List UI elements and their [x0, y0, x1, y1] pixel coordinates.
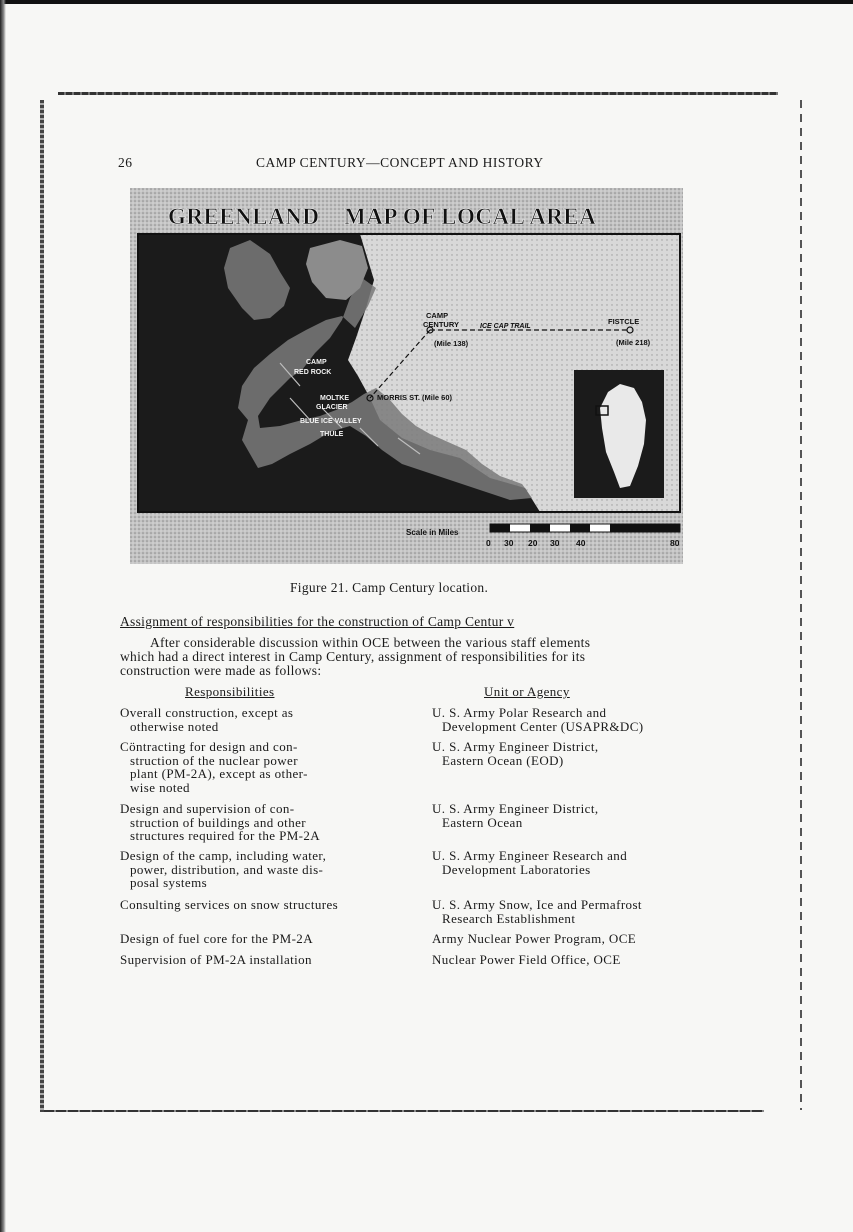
scan-edge-top — [0, 0, 853, 4]
unit-cell — [432, 953, 712, 967]
cell-line: Nuclear Power Field Office, OCE — [432, 952, 621, 967]
unit-cell — [432, 932, 712, 946]
intro-line: which had a direct interest in Camp Century, assignment of responsibilities for its — [120, 649, 586, 664]
cell-line: structures required for the PM-2A — [130, 828, 321, 843]
cell-line: otherwise noted — [130, 718, 219, 734]
scale-bar-segment — [570, 524, 590, 532]
cell-line: struction of the nuclear power — [130, 752, 298, 768]
assignment-section — [120, 614, 690, 678]
scale-label: Scale in Miles — [406, 528, 459, 537]
responsibility-cell — [120, 802, 410, 843]
cell-line: Design of the camp, including water, — [120, 848, 327, 863]
label-century: CENTURY — [423, 320, 459, 329]
label-ice-cap-trail: ICE CAP TRAIL — [480, 323, 531, 330]
responsibility-cell — [120, 706, 410, 733]
column-header-responsibilities: Responsibilities — [185, 684, 275, 699]
page-left-margin — [40, 100, 44, 1112]
map-graphic — [130, 188, 683, 564]
running-title: CAMP CENTURY—CONCEPT AND HISTORY — [256, 155, 544, 170]
cell-line: U. S. Army Engineer District, — [432, 739, 599, 754]
label-fistclench: FISTCLE — [608, 317, 640, 326]
column-header-unit: Unit or Agency — [484, 684, 570, 699]
label-moltke: MOLTKE — [320, 395, 350, 402]
responsibility-cell — [120, 898, 410, 912]
page-rule-top — [58, 92, 778, 95]
map-title-right: MAP OF LOCAL AREA — [344, 204, 597, 229]
cell-line: U. S. Army Snow, Ice and Permafrost — [432, 897, 642, 912]
scale-number: 80 — [670, 538, 680, 548]
label-blue-ice-valley: BLUE ICE VALLEY — [300, 418, 362, 425]
scale-number: 30 — [504, 538, 514, 548]
cell-line: Eastern Ocean — [442, 814, 523, 830]
label-mile-218: (Mile 218) — [616, 338, 651, 347]
responsibility-cell — [120, 932, 410, 946]
cell-line: struction of buildings and other — [130, 814, 306, 830]
section-heading: Assignment of responsibilities for the construction of Camp Centur v — [120, 614, 515, 629]
label-thule: THULE — [320, 431, 344, 438]
label-morris-st: MORRIS ST. (Mile 60) — [377, 393, 453, 402]
cell-line: wise noted — [130, 779, 190, 795]
cell-line: Consulting services on snow structures — [120, 897, 339, 912]
label-glacier: GLACIER — [316, 404, 348, 411]
cell-line: Supervision of PM-2A installation — [120, 952, 312, 967]
intro-line: After considerable discussion within OCE between the various staff elements — [150, 635, 591, 650]
cell-line: Development Center (USAPR&DC) — [442, 718, 644, 734]
label-camp-rr: CAMP — [306, 359, 327, 366]
unit-cell — [432, 849, 712, 876]
unit-cell — [432, 706, 712, 733]
unit-cell — [432, 740, 712, 767]
cell-line: plant (PM-2A), except as other- — [130, 766, 308, 781]
unit-cell — [432, 898, 712, 925]
unit-cell — [432, 802, 712, 829]
responsibility-cell — [120, 953, 410, 967]
label-red-rock: RED ROCK — [294, 369, 332, 376]
cell-line: U. S. Army Engineer District, — [432, 801, 599, 816]
scale-bar-segment — [490, 524, 510, 532]
scale-bar-segment — [610, 524, 680, 532]
page-number: 26 — [118, 155, 133, 170]
cell-line: posal systems — [130, 875, 208, 890]
responsibility-cell — [120, 849, 410, 890]
responsibility-cell — [120, 740, 410, 794]
cell-line: U. S. Army Engineer Research and — [432, 848, 628, 863]
scale-bar-segment — [530, 524, 550, 532]
cell-line: Eastern Ocean (EOD) — [442, 752, 564, 768]
scale-number: 0 — [486, 538, 491, 548]
label-mile-138: (Mile 138) — [434, 339, 469, 348]
intro-paragraph — [120, 636, 690, 678]
cell-line: Development Laboratories — [442, 861, 591, 877]
greenland-map-figure — [130, 188, 683, 564]
cell-line: Cöntracting for design and con- — [120, 739, 298, 754]
scale-number: 20 — [528, 538, 538, 548]
label-camp: CAMP — [426, 311, 449, 320]
intro-line: construction were made as follows: — [120, 663, 322, 678]
page-right-margin — [800, 100, 802, 1110]
cell-line: Overall construction, except as — [120, 705, 294, 720]
map-title-left: GREENLAND — [168, 204, 320, 229]
cell-line: Design of fuel core for the PM-2A — [120, 931, 313, 946]
figure-caption: Figure 21. Camp Century location. — [290, 580, 489, 595]
scan-edge-left — [0, 0, 6, 1232]
cell-line: Research Establishment — [442, 910, 576, 926]
scale-number: 40 — [576, 538, 586, 548]
cell-line: Army Nuclear Power Program, OCE — [432, 931, 637, 946]
scale-number: 30 — [550, 538, 560, 548]
cell-line: power, distribution, and waste dis- — [130, 861, 324, 877]
cell-line: Design and supervision of con- — [120, 801, 295, 816]
page-rule-bottom — [44, 1110, 764, 1112]
cell-line: U. S. Army Polar Research and — [432, 705, 607, 720]
